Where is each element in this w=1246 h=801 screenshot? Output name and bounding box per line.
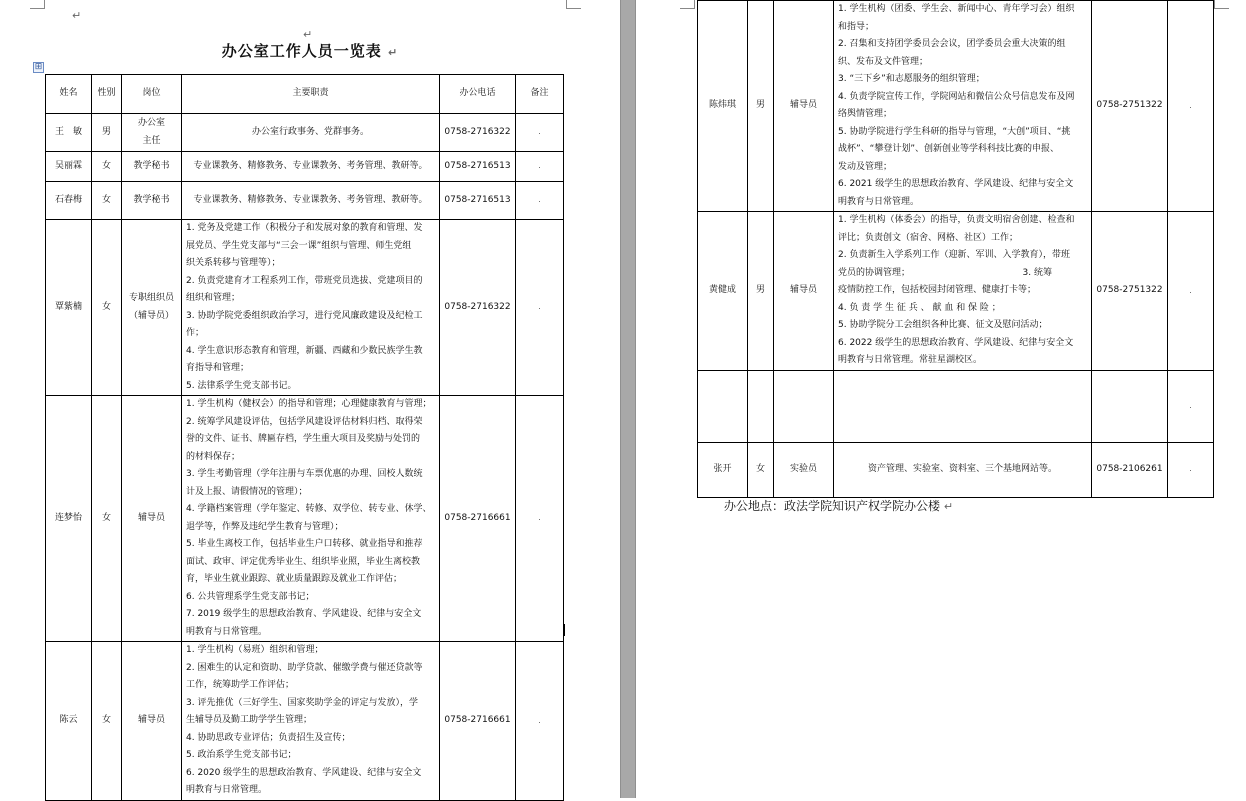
staff-gender [748,370,774,442]
staff-phone: 0758-2716513 [440,182,516,220]
duty-line: 明教育与日常管理。 [838,196,920,207]
staff-name: 王 敏 [46,114,92,152]
cell-end-mark: . [1189,100,1192,110]
cell-end-mark: . [538,513,541,523]
staff-table-page-1 [45,74,564,801]
position-line: 实验员 [789,463,817,474]
staff-gender: 男 [748,1,774,212]
staff-gender: 女 [748,442,774,497]
duty-line: 的材料保存； [186,451,241,462]
staff-remarks [1168,442,1214,497]
cell-end-mark: . [538,195,541,205]
table-row [46,182,564,220]
staff-remarks [516,182,564,220]
staff-position [122,642,182,801]
page-gutter [620,0,636,798]
staff-name: 石春梅 [46,182,92,220]
duty-line: 2. 负责党建育才工程系列工作，带班党员选拔、党建项目的 [186,275,423,286]
staff-position [774,1,834,212]
staff-name: 吴丽霖 [46,152,92,182]
table-row [46,220,564,396]
duty-line: 育，毕业生就业跟踪、就业质量跟踪及就业工作评估； [186,574,403,584]
staff-phone: 0758-2751322 [1092,212,1168,371]
cell-end-mark: . [1189,285,1192,295]
staff-gender: 女 [92,152,122,182]
staff-name: 连梦怡 [46,396,92,642]
table-row [46,396,564,642]
duty-line: 党员的协调管理； 3. 统筹 [838,267,1052,278]
duty-line: 计及上报、请假情况的管理）； [186,486,308,497]
cell-end-mark: . [538,302,541,312]
header-duties: 主要职责 [182,75,440,114]
staff-phone: 0758-2716322 [440,220,516,396]
cell-end-mark: . [538,715,541,725]
staff-phone: 0758-2716661 [440,642,516,801]
staff-position [122,220,182,396]
staff-duties [834,442,1092,497]
duty-line: 2. 统筹学风建设评估，包括学风建设评估材料归档、取得荣 [186,416,423,427]
staff-remarks [516,152,564,182]
duty-line: 展党员、学生党支部与“三会一课”组织与管理、师生党组 [186,240,412,251]
staff-phone: 0758-2751322 [1092,1,1168,212]
paragraph-mark: ↵ [303,28,313,41]
duty-line: 3. 协助学院党委组织政治学习，进行党风廉政建设及纪检工 [186,310,423,321]
duty-line: 4. 协助思政专业评估；负责招生及宣传； [186,732,351,743]
duty-line: 2. 困难生的认定和资助、助学贷款、催缴学费与催还贷款等 [186,662,423,673]
staff-position [774,212,834,371]
staff-position [122,152,182,182]
table-row [46,114,564,152]
staff-phone: 0758-2716513 [440,152,516,182]
duty-line: 3. 评先推优（三好学生、国家奖助学金的评定与发放），学 [186,697,418,708]
table-row [698,212,1214,371]
table-row [698,370,1214,442]
duty-line: 明教育与日常管理。常驻星湖校区。 [838,355,983,365]
duty-line: 6. 公共管理系学生党支部书记； [186,591,315,602]
staff-position [774,370,834,442]
crop-mark [30,0,45,9]
staff-name: 陈云 [46,642,92,801]
duty-line: 3. 学生考勤管理（学年注册与车票优惠的办理、回校人数统 [186,469,423,479]
staff-remarks [1168,212,1214,371]
staff-remarks [1168,1,1214,212]
position-line: （辅导员） [128,310,174,321]
position-line: 主任 [142,135,161,146]
cell-end-mark: . [1189,400,1192,410]
duty-line: 5. 协助学院分工会组织各种比赛、征文及慰问活动； [838,320,1048,330]
duty-line: 评比；负责创文（宿舍、网格、社区）工作； [838,232,1019,243]
table-header-row [46,75,564,114]
duty-line: 4. 学籍档案管理（学年鉴定、转修、双学位、转专业、休学、 [186,504,432,514]
staff-position [122,114,182,152]
duty-line: 退学等，作弊及违纪学生教育与管理）； [186,521,344,532]
position-line: 专职组织员 [128,293,174,303]
staff-name [698,370,748,442]
duty-line: 作； [186,328,205,338]
cell-end-mark: . [1189,464,1192,474]
staff-phone: 0758-2716322 [440,114,516,152]
document-title: 办公室工作人员一览表 ↵ [221,42,399,60]
duty-line: 3. “三下乡”和志愿服务的组织管理； [838,74,985,84]
duty-line: 7. 2019 级学生的思想政治教育、学风建设、纪律与安全文 [186,609,422,619]
staff-remarks [1168,370,1214,442]
duty-line: 专业课教务、精修教务、专业课教务、考务管理、教研等。 [193,160,428,171]
position-line: 辅导员 [137,512,165,523]
duty-line: 4. 负 责 学 生 征 兵 、 献 血 和 保 险 ； [838,302,1001,313]
duty-line: 1. 学生机构（体委会）的指导，负责文明宿舍创建、检查和 [838,215,1075,225]
header-phone: 办公电话 [440,75,516,114]
crop-mark [1214,0,1229,9]
duty-line: 4. 负责学院宣传工作，学院网站和微信公众号信息发布及网 [838,91,1075,102]
duty-line: 和指导； [838,21,875,32]
duty-line: 1. 学生机构（健权会）的指导和管理；心理健康教育与管理； [186,399,432,409]
staff-remarks [516,396,564,642]
staff-name: 黄健成 [698,212,748,371]
duty-line: 明教育与日常管理。 [186,626,268,637]
header-gender: 性别 [92,75,122,114]
duty-line: 织、发布及文件管理； [838,56,929,67]
staff-gender: 女 [92,396,122,642]
duty-line: 2. 召集和支持团学委员会会议，团学委员会重大决策的组 [838,39,1066,49]
header-remarks: 备注 [516,75,564,114]
position-line: 办公室 [137,118,165,128]
duty-line: 组织和管理； [186,293,241,303]
duty-line: 1. 党务及党建工作（积极分子和发展对象的教育和管理、发 [186,223,423,233]
staff-name: 陈炜琪 [698,1,748,212]
staff-duties [182,396,440,642]
office-location: 办公地点：政法学院知识产权学院办公楼 ↵ [724,499,954,513]
staff-duties [182,114,440,152]
text-cursor [563,624,565,636]
paragraph-mark: ↵ [72,9,82,22]
table-row [698,1,1214,212]
staff-phone: 0758-2106261 [1092,442,1168,497]
staff-duties [182,220,440,396]
duty-line: 6. 2020 级学生的思想政治教育、学风建设、纪律与安全文 [186,767,422,778]
staff-duties [182,642,440,801]
duty-line: 织关系转移与管理等）； [186,258,281,268]
duty-line: 6. 2022 级学生的思想政治教育、学风建设、纪律与安全文 [838,337,1074,348]
duty-line: 资产管理、实验室、资料室、三个基地网站等。 [867,463,1057,474]
staff-remarks [516,220,564,396]
position-line: 辅导员 [137,715,165,725]
duty-line: 工作，统筹助学工作评估； [186,680,295,690]
staff-duties [834,1,1092,212]
duty-line: 战杯”、“攀登计划”、创新创业等学科科技比赛的申报、 [838,144,1059,154]
duty-line: 发动及管理； [838,161,893,172]
staff-gender: 女 [92,220,122,396]
table-move-handle-icon[interactable]: ⊞ [34,62,43,72]
table-row [698,442,1214,497]
duty-line: 疫情防控工作，包括校园封闭管理、健康打卡等； [838,285,1037,295]
staff-phone: 0758-2716661 [440,396,516,642]
duty-line: 5. 协助学院进行学生科研的指导与管理，“大创”项目、“挑 [838,126,1071,137]
duty-line: 明教育与日常管理。 [186,785,268,795]
staff-gender: 男 [748,212,774,371]
staff-remarks [516,642,564,801]
cell-end-mark: . [538,127,541,137]
duty-line: 专业课教务、精修教务、专业课教务、考务管理、教研等。 [193,194,428,205]
duty-line: 生辅导员及勤工助学学生管理； [186,715,313,725]
duty-line: 络舆情管理； [838,109,893,119]
header-position: 岗位 [122,75,182,114]
duty-line: 4. 学生意识形态教育和管理，新疆、西藏和少数民族学生教 [186,345,423,356]
duty-line: 2. 负责新生入学系列工作（迎新、军训、入学教育），带班 [838,250,1070,260]
table-row [46,642,564,801]
table-row [46,152,564,182]
position-line: 教学秘书 [133,194,170,205]
header-name: 姓名 [46,75,92,114]
staff-table-page-2 [697,0,1214,498]
duty-line: 6. 2021 级学生的思想政治教育、学风建设、纪律与安全文 [838,179,1074,189]
duty-line: 5. 毕业生离校工作，包括毕业生户口转移、就业指导和推荐 [186,539,423,549]
position-line: 辅导员 [789,100,817,111]
staff-phone [1092,370,1168,442]
staff-duties [834,370,1092,442]
staff-position [122,396,182,642]
duty-line: 1. 学生机构（易班）组织和管理； [186,645,324,655]
staff-gender: 女 [92,182,122,220]
cell-end-mark: . [538,161,541,171]
position-line: 教学秘书 [133,160,170,171]
staff-duties [182,182,440,220]
duty-line: 办公室行政事务、党群事务。 [251,126,369,137]
staff-name: 覃紫楠 [46,220,92,396]
crop-mark [680,0,695,9]
crop-mark [566,0,581,9]
staff-gender: 男 [92,114,122,152]
staff-duties [182,152,440,182]
duty-line: 誉的文件、证书、牌匾存档，学生重大项目及奖励与处罚的 [186,434,421,444]
duty-line: 面试、政审、评定优秀毕业生、组织毕业照，毕业生离校教 [186,556,421,567]
staff-position [774,442,834,497]
duty-line: 1. 学生机构（团委、学生会、新闻中心、青年学习会）组织 [838,4,1075,14]
duty-line: 育指导和管理； [186,363,250,373]
staff-name: 张开 [698,442,748,497]
staff-remarks [516,114,564,152]
position-line: 辅导员 [789,285,817,295]
duty-line: 5. 政治系学生党支部书记； [186,750,297,760]
duty-line: 5. 法律系学生党支部书记。 [186,380,297,391]
staff-duties [834,212,1092,371]
staff-position [122,182,182,220]
staff-gender: 女 [92,642,122,801]
